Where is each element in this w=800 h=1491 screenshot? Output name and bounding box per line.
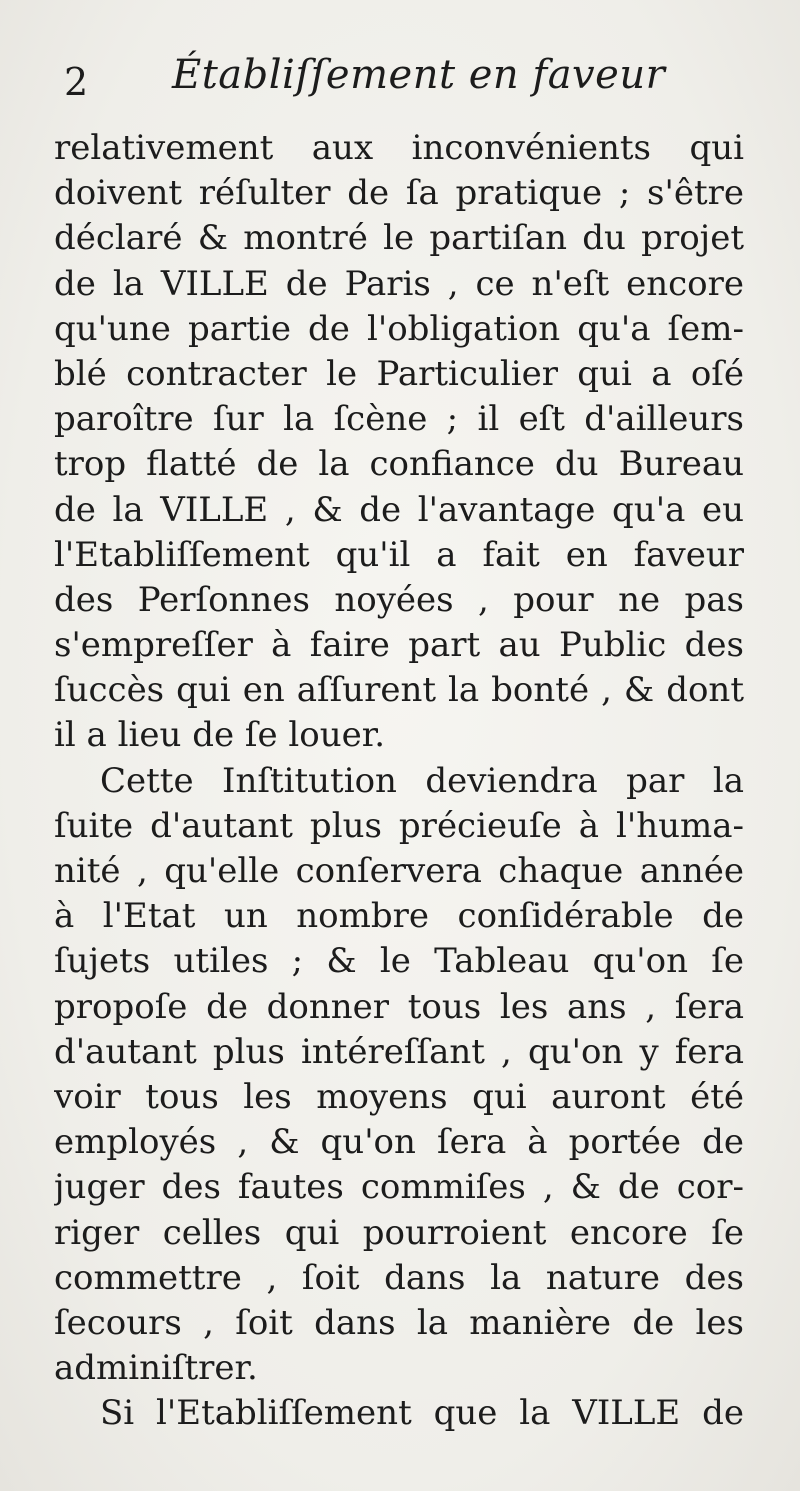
text-line: relativement aux inconvénients qui [54,128,744,168]
running-title: Établiſſement en faveur [172,52,666,98]
text-line: blé contracter le Particulier qui a oſé [54,353,744,394]
text-line: ſecours , ſoit dans la manière de les [54,1302,744,1343]
text-line: employés , & qu'on ſera à portée de [54,1122,744,1163]
text-line: de la VILLE de Paris , ce n'eſt encore [54,263,744,304]
running-head [54,52,744,124]
text-line: des Perſonnes noyées , pour ne pas [54,579,744,620]
text-line: adminiſtrer. [54,1348,258,1389]
text-line: propoſe de donner tous les ans , ſera [54,986,744,1027]
text-line: ſuite d'autant plus précieuſe à l'huma- [54,805,744,846]
text-line: ſuccès qui en aſſurent la bonté , & dont [54,670,744,711]
text-line: voir tous les moyens qui auront été [54,1076,744,1117]
body-text [54,126,744,1436]
text-line: doivent réſulter de ſa pratique ; s'être [54,173,744,214]
text-line: l'Etabliſſement qu'il a fait en faveur [54,534,744,575]
text-line: s'empreſſer à faire part au Public des [54,625,744,666]
paragraph-start-line: Cette Inſtitution deviendra par la [100,760,744,801]
text-line: riger celles qui pourroient encore ſe [54,1212,744,1253]
text-line: à l'Etat un nombre conſidérable de [54,896,744,937]
text-line: trop flatté de la confiance du Bureau [54,444,744,485]
text-line: ſujets utiles ; & le Tableau qu'on ſe [54,941,744,982]
text-line: juger des fautes commiſes , & de cor- [54,1167,744,1208]
text-line: déclaré & montré le partiſan du projet [54,218,744,259]
text-line: nité , qu'elle conſervera chaque année [54,851,744,891]
text-line: paroître ſur la ſcène ; il eſt d'ailleurs [54,399,744,440]
text-line: d'autant plus intéreſſant , qu'on y fera [54,1031,744,1072]
text-line: commettre , ſoit dans la nature des [54,1257,744,1298]
text-line: il a lieu de ſe louer. [54,715,386,756]
paragraph-start-line: Si l'Etabliſſement que la VILLE de [100,1393,744,1434]
text-line: de la VILLE , & de l'avantage qu'a eu [54,489,744,530]
page-number: 2 [64,60,89,104]
text-line: qu'une partie de l'obligation qu'a ſem- [54,308,744,349]
